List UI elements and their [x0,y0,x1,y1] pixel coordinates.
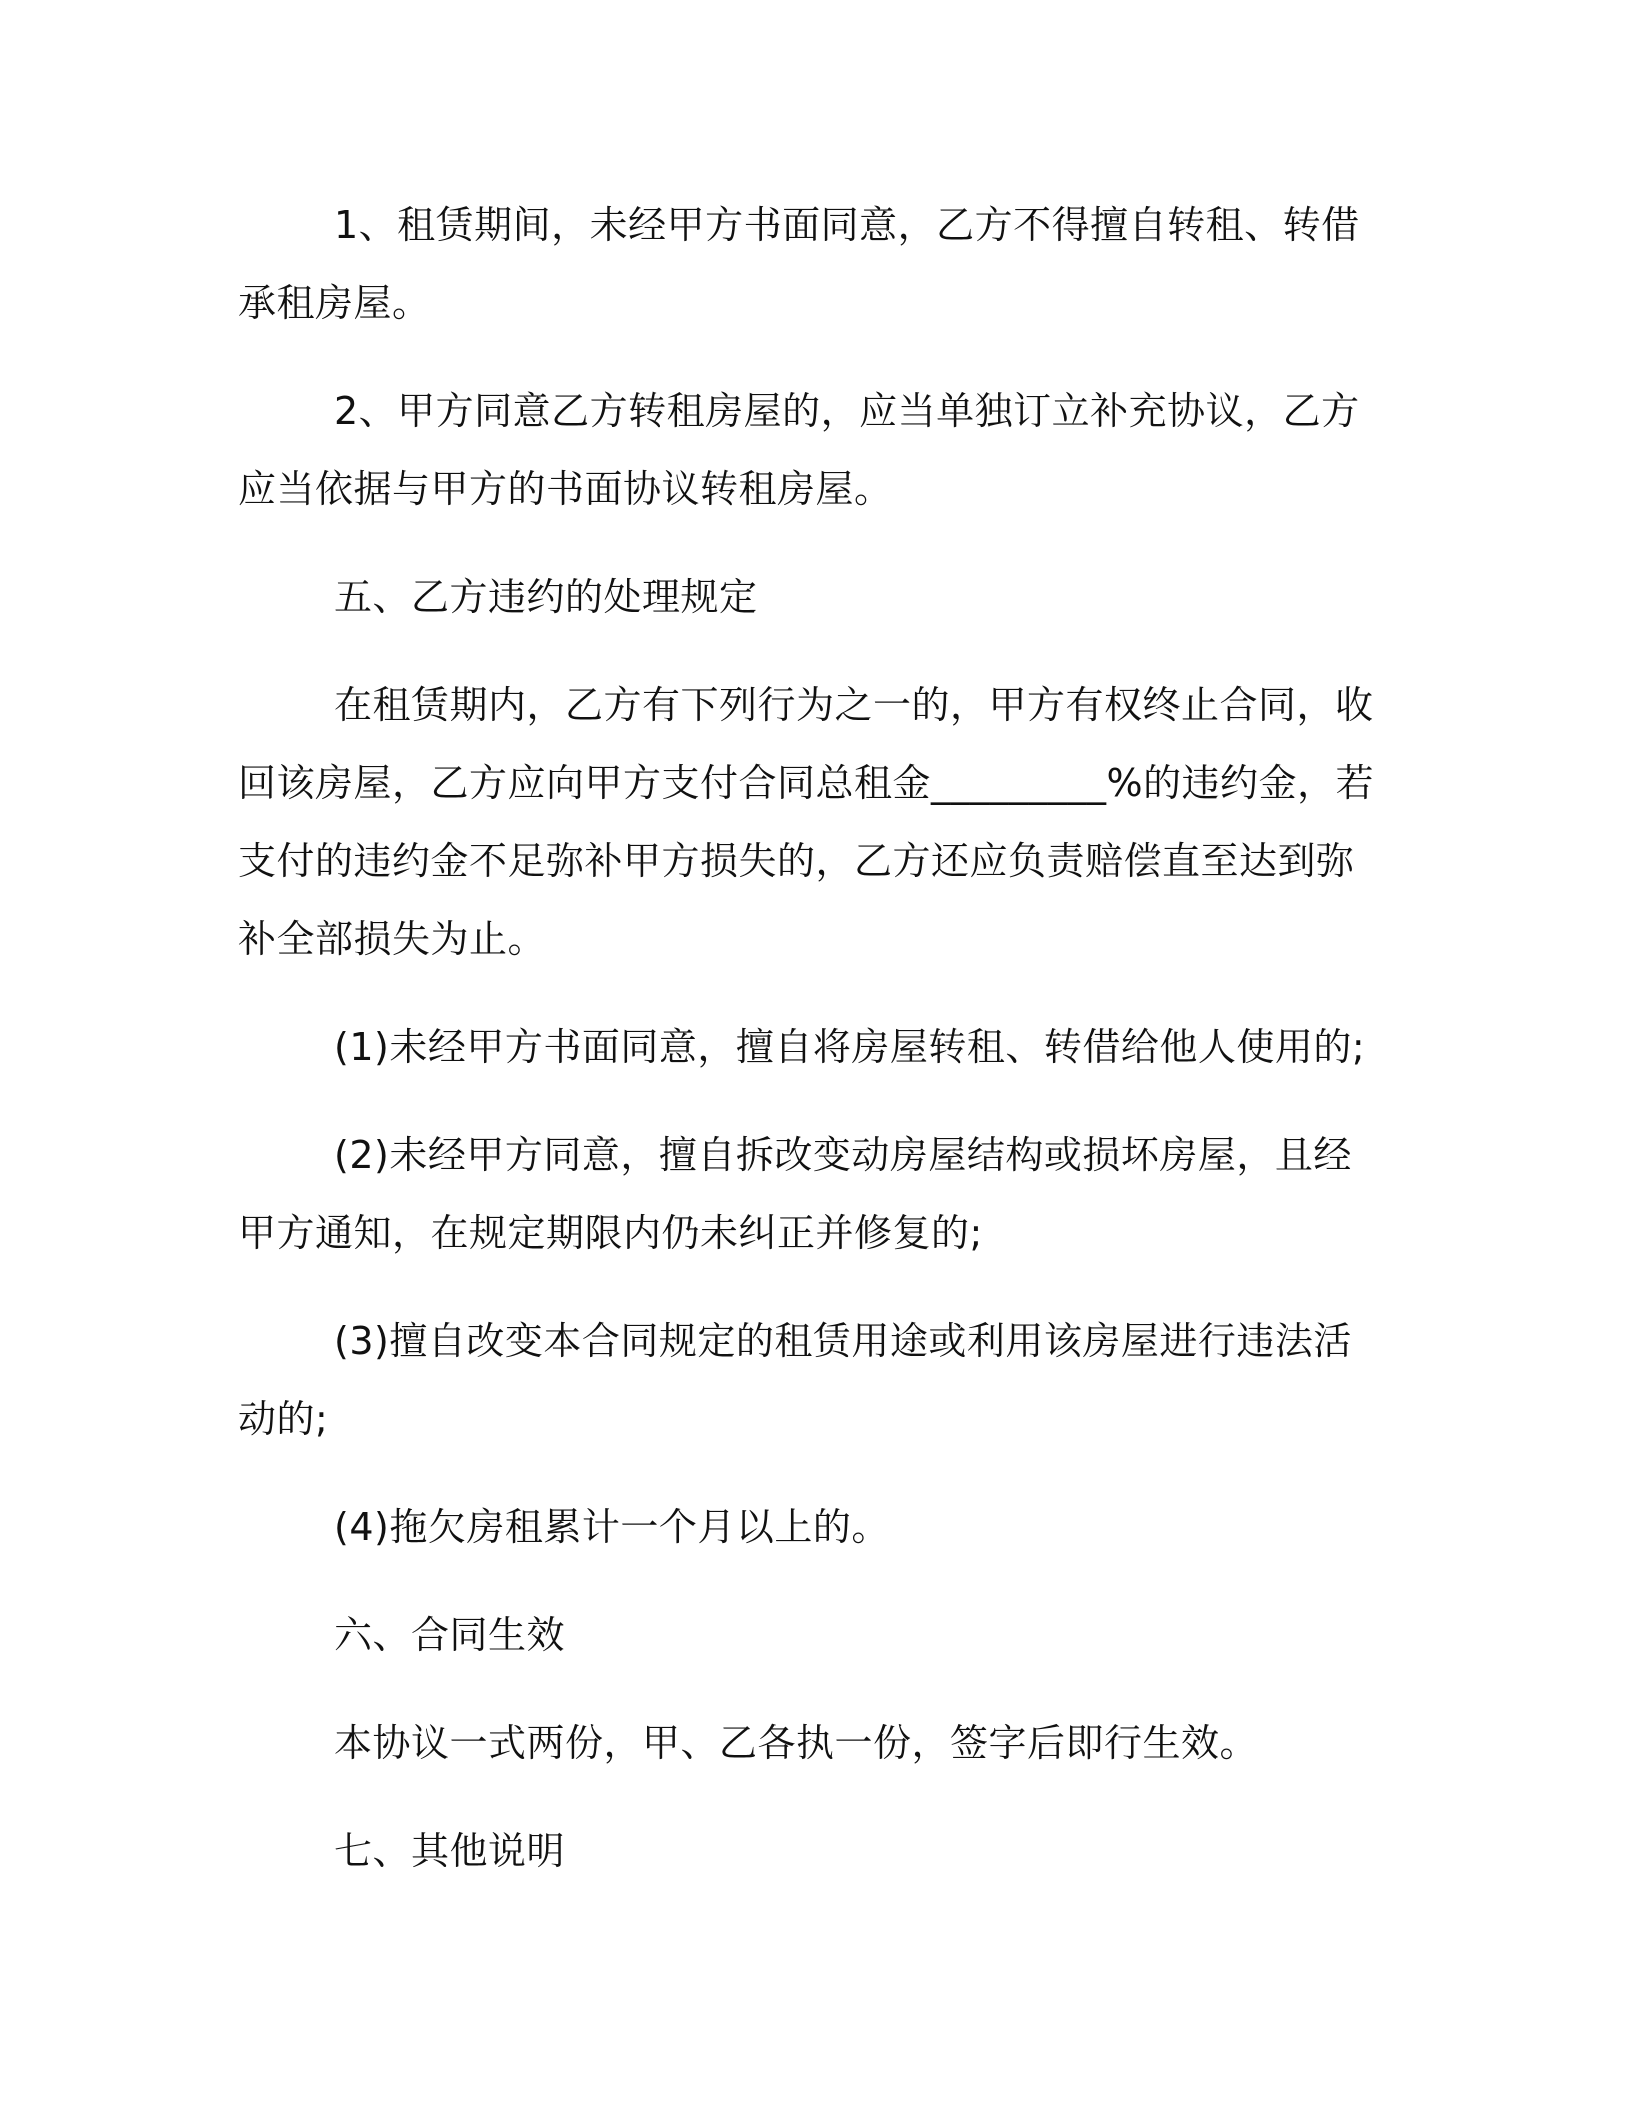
section-5-heading: 五、乙方违约的处理规定 [334,575,758,619]
breach-item-3: (3)擅自改变本合同规定的租赁用途或利用该房屋进行违法活动的; [238,1319,1352,1441]
document-body [238,186,1378,1890]
breach-item-2: (2)未经甲方同意，擅自拆改变动房屋结构或损坏房屋，且经甲方通知，在规定期限内仍未纠正并修复的; [238,1133,1352,1255]
breach-item-1: (1)未经甲方书面同意，擅自将房屋转租、转借给他人使用的; [334,1025,1366,1069]
clause-2-paragraph: 2、甲方同意乙方转租房屋的，应当单独订立补充协议，乙方应当依据与甲方的书面协议转租房屋。 [238,389,1360,511]
effectiveness-paragraph: 本协议一式两份，甲、乙各执一份，签字后即行生效。 [334,1721,1259,1765]
section-7-heading: 七、其他说明 [334,1829,566,1873]
section-6-heading: 六、合同生效 [334,1613,566,1657]
clause-1-paragraph: 1、租赁期间，未经甲方书面同意，乙方不得擅自转租、转借承租房屋。 [238,203,1360,325]
breach-paragraph: 在租赁期内，乙方有下列行为之一的，甲方有权终止合同，收回该房屋，乙方应向甲方支付合同总租金_________%的违约金，若支付的违约金不足弥补甲方损失的，乙方还应负责赔偿直至达到弥补全部损失为止。 [238,683,1375,961]
breach-item-4: (4)拖欠房租累计一个月以上的。 [334,1505,890,1549]
